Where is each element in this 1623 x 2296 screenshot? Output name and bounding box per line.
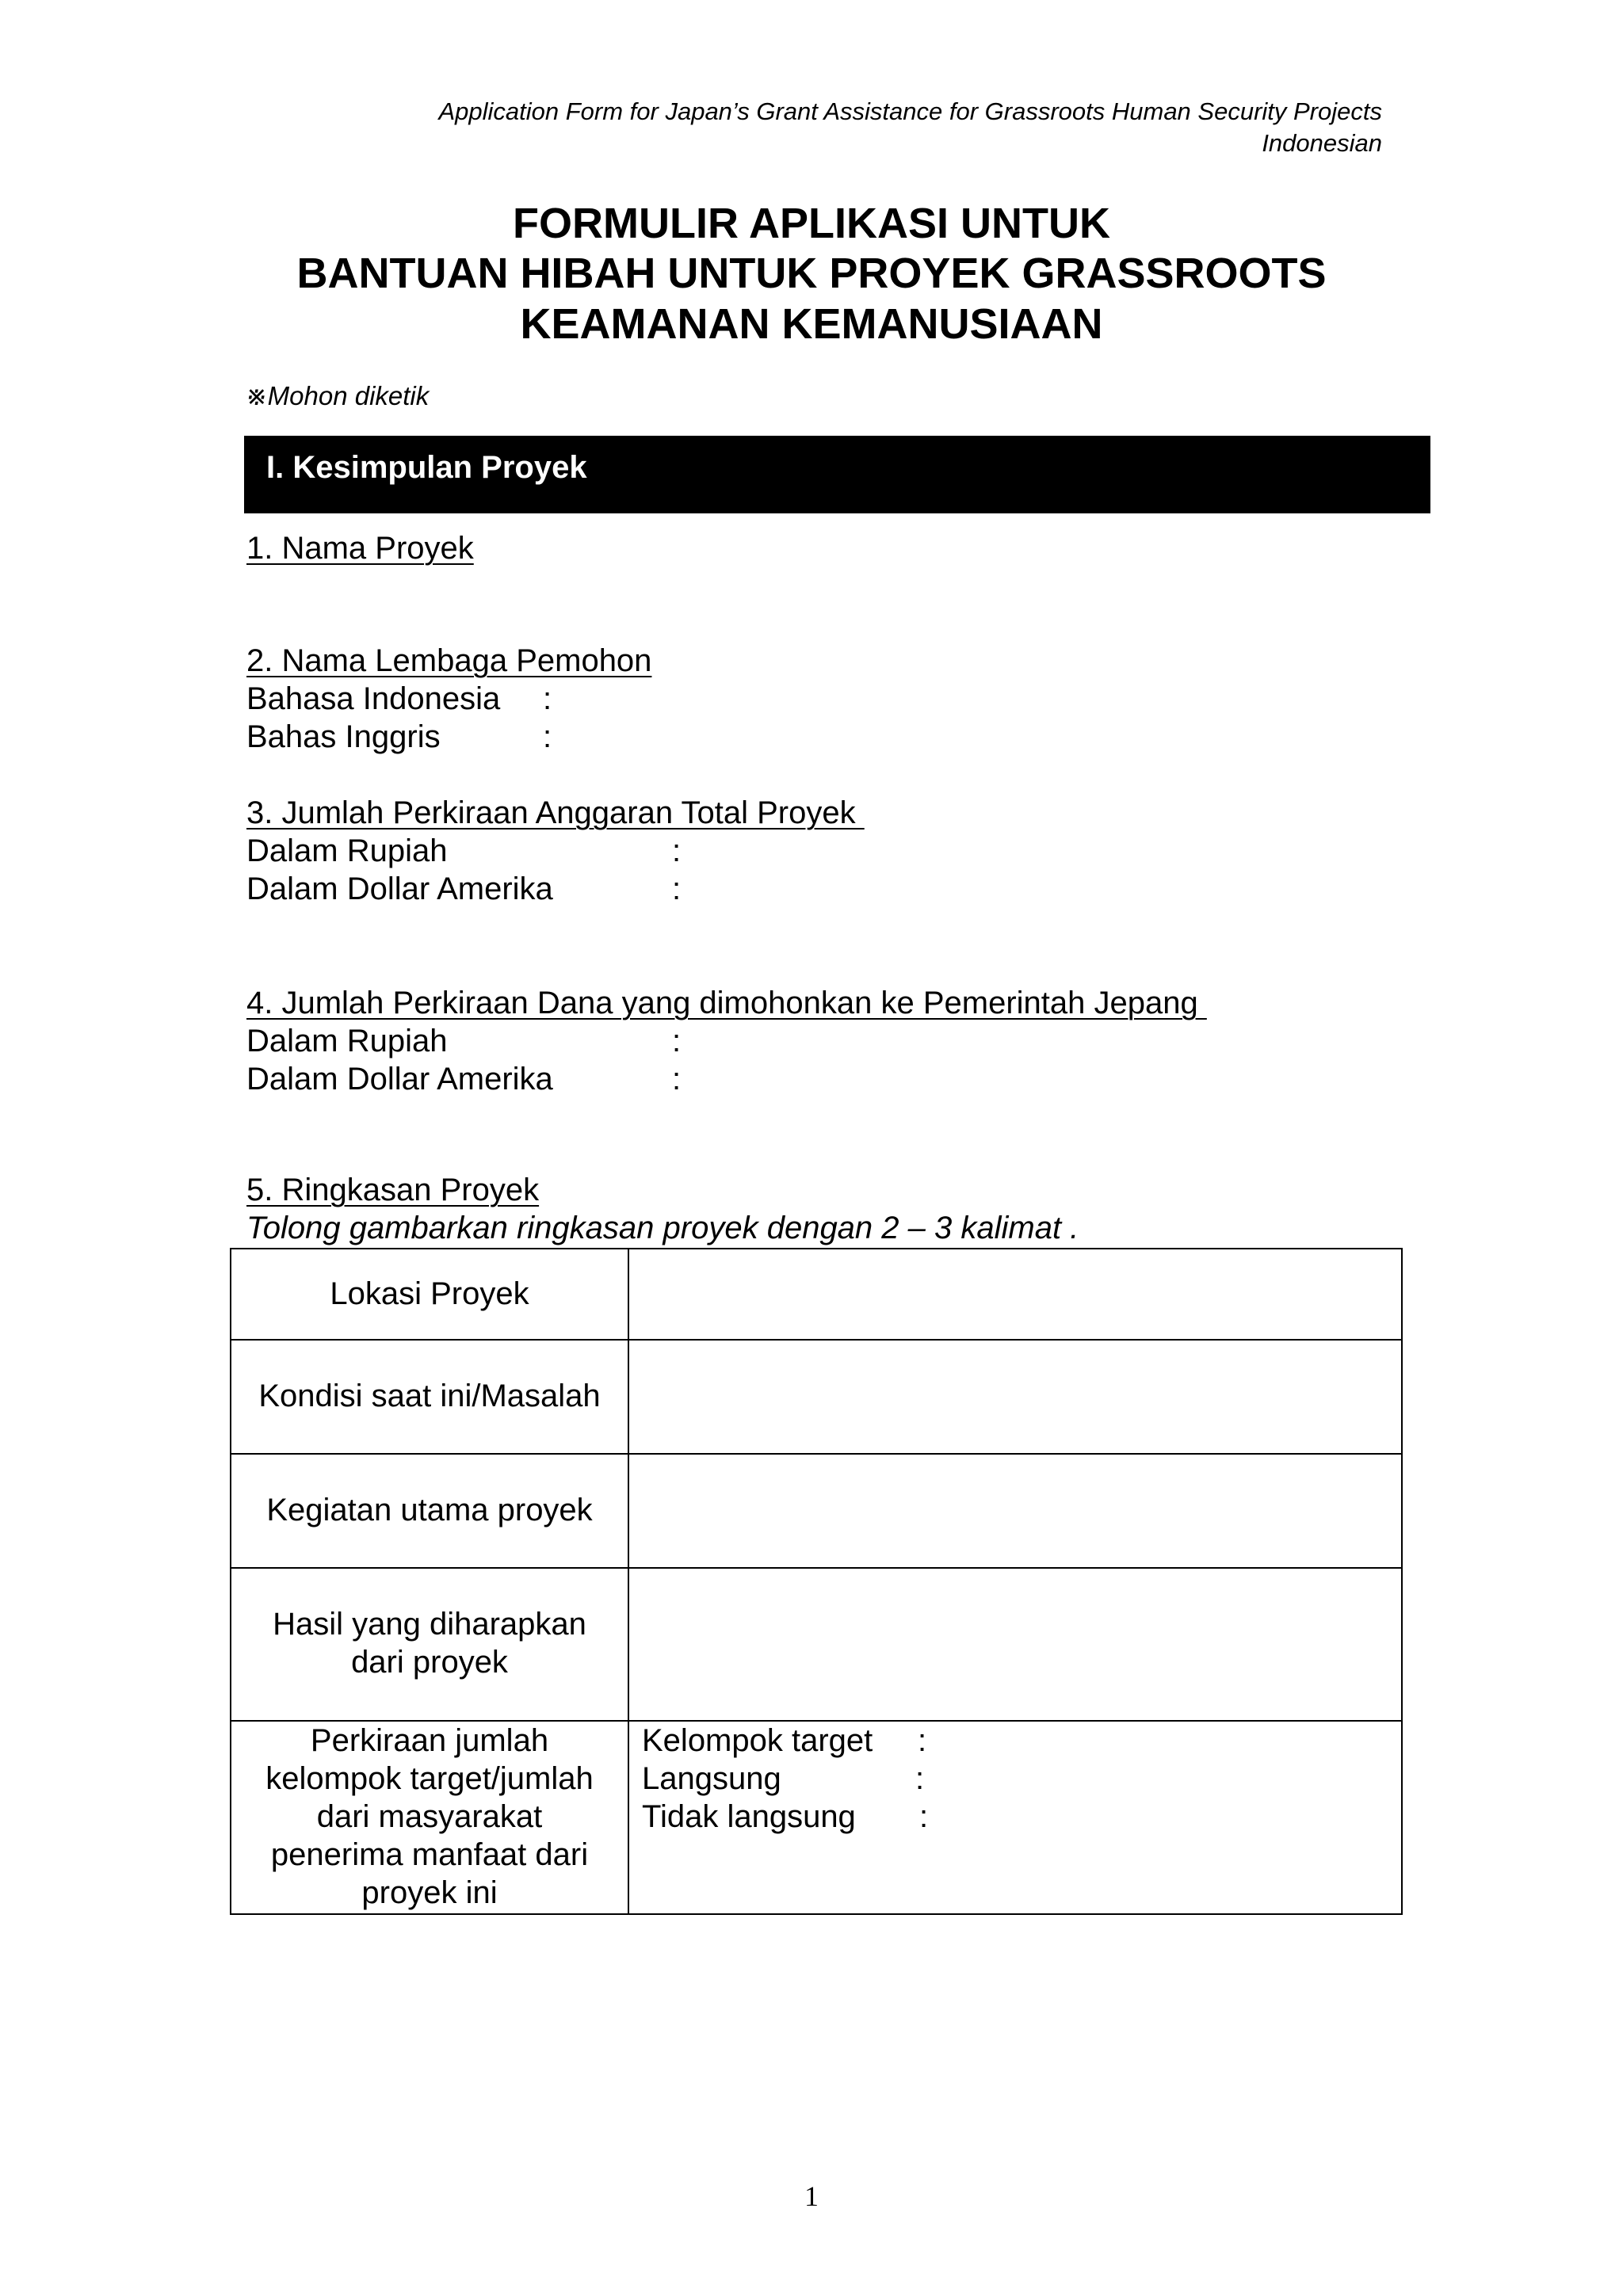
direct-beneficiaries-colon: : (915, 1761, 925, 1796)
table-label-beneficiaries-line-2: kelompok target/jumlah (265, 1761, 594, 1796)
target-group-label: Kelompok target (642, 1723, 873, 1758)
total-budget-usd-colon: : (672, 871, 682, 906)
document-header-line-1: Application Form for Japan’s Grant Assistance for Grassroots Human Security Projects (438, 97, 1382, 125)
main-activities-input-cell[interactable] (629, 1455, 1400, 1567)
table-label-current-condition: Kondisi saat ini/Masalah (258, 1379, 601, 1413)
table-label-expected-results-line-1: Hasil yang diharapkan (273, 1607, 586, 1642)
indirect-beneficiaries-label: Tidak langsung (642, 1799, 856, 1834)
table-label-beneficiaries-line-1: Perkiraan jumlah (310, 1723, 549, 1758)
total-budget-heading: 3. Jumlah Perkiraan Anggaran Total Proyek (246, 795, 865, 830)
institution-name-english-colon: : (543, 719, 552, 754)
form-title-line-1: FORMULIR APLIKASI UNTUK (513, 200, 1110, 247)
section-header-bar (244, 436, 1430, 513)
requested-funds-heading: 4. Jumlah Perkiraan Dana yang dimohonkan ke Pemerintah Jepang (246, 986, 1207, 1020)
total-budget-rupiah-colon: : (672, 833, 682, 868)
project-name-heading: 1. Nama Proyek (246, 531, 474, 566)
requested-funds-usd-colon: : (672, 1062, 682, 1097)
institution-name-english-label: Bahas Inggris (246, 719, 441, 754)
table-label-beneficiaries-line-5: proyek ini (361, 1875, 498, 1910)
project-location-input-cell[interactable] (629, 1249, 1400, 1339)
table-label-expected-results-line-2: dari proyek (351, 1645, 508, 1680)
table-label-main-activities: Kegiatan utama proyek (266, 1493, 593, 1527)
target-group-colon: : (918, 1723, 927, 1758)
total-budget-rupiah-label: Dalam Rupiah (246, 833, 448, 868)
requested-funds-usd-label: Dalam Dollar Amerika (246, 1062, 553, 1097)
direct-beneficiaries-label: Langsung (642, 1761, 781, 1796)
page-number: 1 (804, 2180, 819, 2212)
requested-funds-rupiah-colon: : (672, 1024, 682, 1058)
project-summary-table (230, 1248, 1401, 1913)
summary-instruction: Tolong gambarkan ringkasan proyek dengan 2 – 3 kalimat . (246, 1211, 1079, 1245)
institution-name-indonesian-label: Bahasa Indonesia (246, 681, 501, 716)
indirect-beneficiaries-colon: : (919, 1799, 929, 1834)
total-budget-usd-label: Dalam Dollar Amerika (246, 871, 553, 906)
document-header-line-2: Indonesian (1262, 129, 1382, 157)
expected-results-input-cell[interactable] (629, 1569, 1400, 1720)
typing-note: ※Mohon diketik (246, 381, 430, 410)
institution-name-indonesian-colon: : (543, 681, 552, 716)
table-label-beneficiaries-line-3: dari masyarakat (316, 1799, 543, 1834)
form-title-line-3: KEAMANAN KEMANUSIAAN (520, 300, 1103, 348)
section-title: I. Kesimpulan Proyek (266, 450, 587, 485)
table-label-beneficiaries-line-4: penerima manfaat dari (270, 1837, 589, 1872)
institution-name-heading: 2. Nama Lembaga Pemohon (246, 643, 652, 678)
current-condition-input-cell[interactable] (629, 1341, 1400, 1453)
table-label-project-location: Lokasi Proyek (330, 1276, 529, 1311)
summary-heading: 5. Ringkasan Proyek (246, 1173, 540, 1207)
requested-funds-rupiah-label: Dalam Rupiah (246, 1024, 448, 1058)
form-title-line-2: BANTUAN HIBAH UNTUK PROYEK GRASSROOTS (296, 250, 1327, 297)
